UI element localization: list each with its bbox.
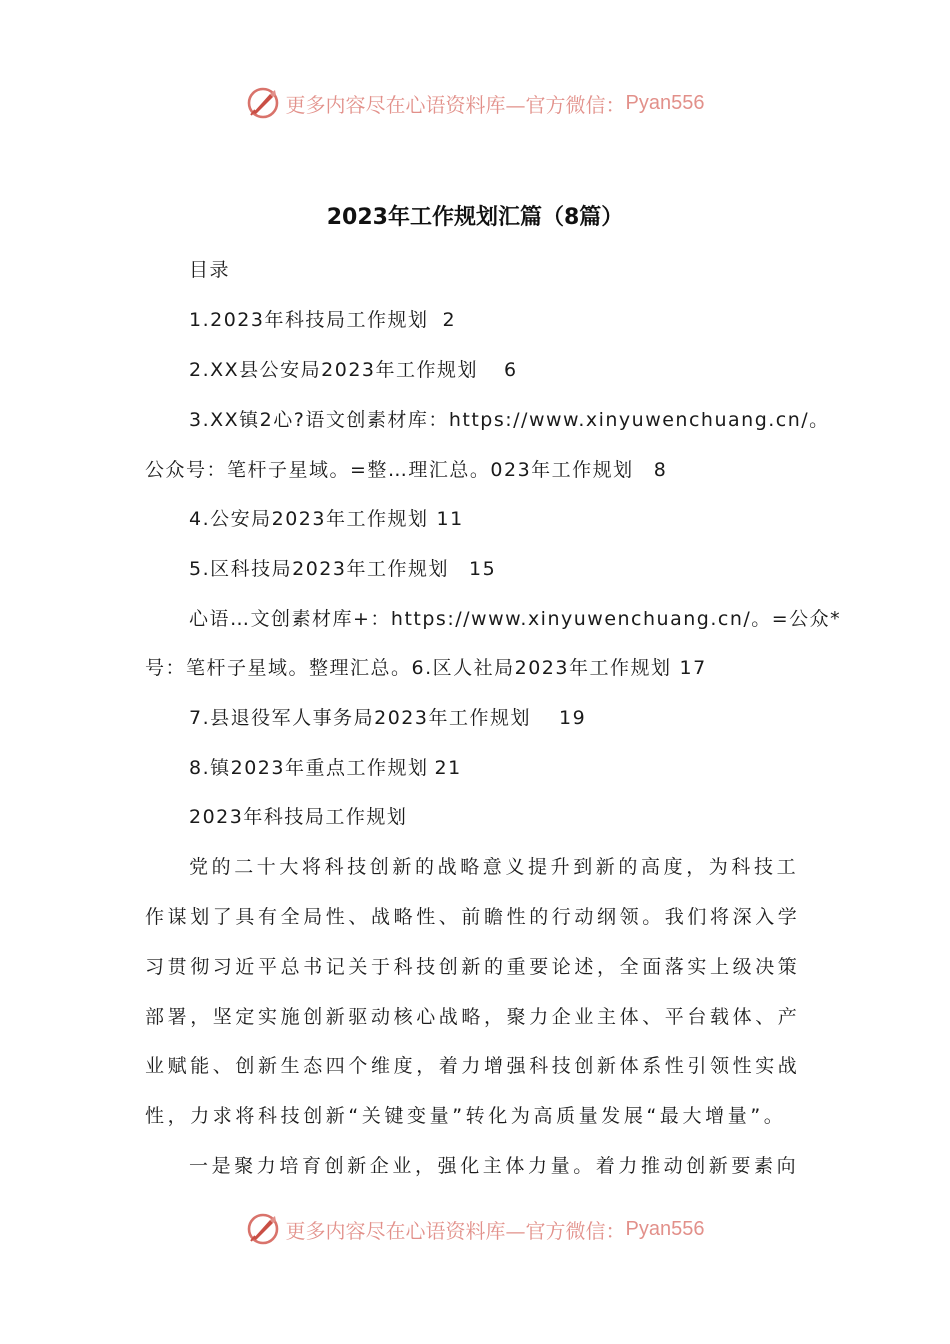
toc-entry-page: 19	[558, 707, 587, 729]
toc-entry-label: 8.镇2023年重点工作规划	[189, 757, 429, 779]
toc-entry-label: 心语…文创素材库+：https://www.xinyuwenchuang.cn/。=公众*	[189, 608, 842, 630]
body-line: 性，力求将科技创新“关键变量”转化为高质量发展“最大增量”。	[145, 1105, 787, 1127]
toc-entry	[189, 506, 464, 532]
toc-entry-page: 2	[442, 309, 457, 331]
toc-entry-label: 公众号：笔杆子星域。=整…理汇总。023年工作规划	[145, 459, 634, 481]
toc-heading: 目录	[189, 259, 231, 281]
toc-entry-page: 11	[436, 508, 464, 530]
quill-pen-logo-icon	[246, 1212, 280, 1246]
toc-entry-page: 15	[468, 558, 497, 580]
watermark-wechat-id: Pyan556	[625, 91, 705, 114]
toc-entry-label: 4.公安局2023年工作规划	[189, 508, 429, 530]
toc-entry-label: 1.2023年科技局工作规划	[189, 309, 429, 331]
watermark-wechat-id: Pyan556	[625, 1217, 705, 1240]
toc-entry-page: 6	[504, 359, 518, 381]
body-line: 作谋划了具有全局性、战略性、前瞻性的行动纲领。我们将深入学	[145, 906, 801, 928]
toc-entry	[189, 705, 586, 731]
toc-entry-label: 2.XX县公安局2023年工作规划	[189, 359, 479, 381]
toc-entry	[189, 307, 456, 333]
top-watermark-banner	[0, 83, 950, 123]
toc-entry	[189, 407, 830, 433]
body-line: 党的二十大将科技创新的战略意义提升到新的高度，为科技工	[189, 856, 800, 878]
watermark-text: 更多内容尽在心语资料库—官方微信：	[285, 1218, 626, 1243]
toc-entry-page: 8	[653, 459, 668, 481]
toc-entry	[189, 606, 841, 632]
body-line: 部署，坚定实施创新驱动核心战略，聚力企业主体、平台载体、产	[145, 1006, 801, 1028]
toc-entry-page: 21	[434, 757, 462, 779]
toc-entry	[145, 655, 707, 681]
toc-entry	[189, 556, 496, 582]
toc-entry	[145, 457, 667, 483]
toc-entry-label: 7.县退役军人事务局2023年工作规划	[189, 707, 531, 729]
toc-entry-page: 17	[679, 657, 707, 679]
section-title: 2023年科技局工作规划	[189, 806, 408, 828]
toc-entry-label: 5.区科技局2023年工作规划	[189, 558, 449, 580]
body-line: 习贯彻习近平总书记关于科技创新的重要论述，全面落实上级决策	[145, 956, 801, 978]
body-line: 业赋能、创新生态四个维度，着力增强科技创新体系性引领性实战	[145, 1055, 801, 1077]
document-title: 2023年工作规划汇篇（8篇）	[326, 205, 624, 230]
bottom-watermark-banner	[0, 1209, 950, 1249]
toc-entry	[189, 357, 518, 383]
quill-pen-logo-icon	[246, 86, 280, 120]
toc-entry-label: 3.XX镇2心?语文创素材库：https://www.xinyuwenchuang.cn/。	[189, 409, 830, 431]
toc-entry	[189, 755, 462, 781]
body-line: 一是聚力培育创新企业，强化主体力量。着力推动创新要素向	[189, 1155, 800, 1177]
watermark-text: 更多内容尽在心语资料库—官方微信：	[285, 92, 626, 117]
toc-entry-label: 号：笔杆子星域。整理汇总。6.区人社局2023年工作规划	[145, 657, 672, 679]
